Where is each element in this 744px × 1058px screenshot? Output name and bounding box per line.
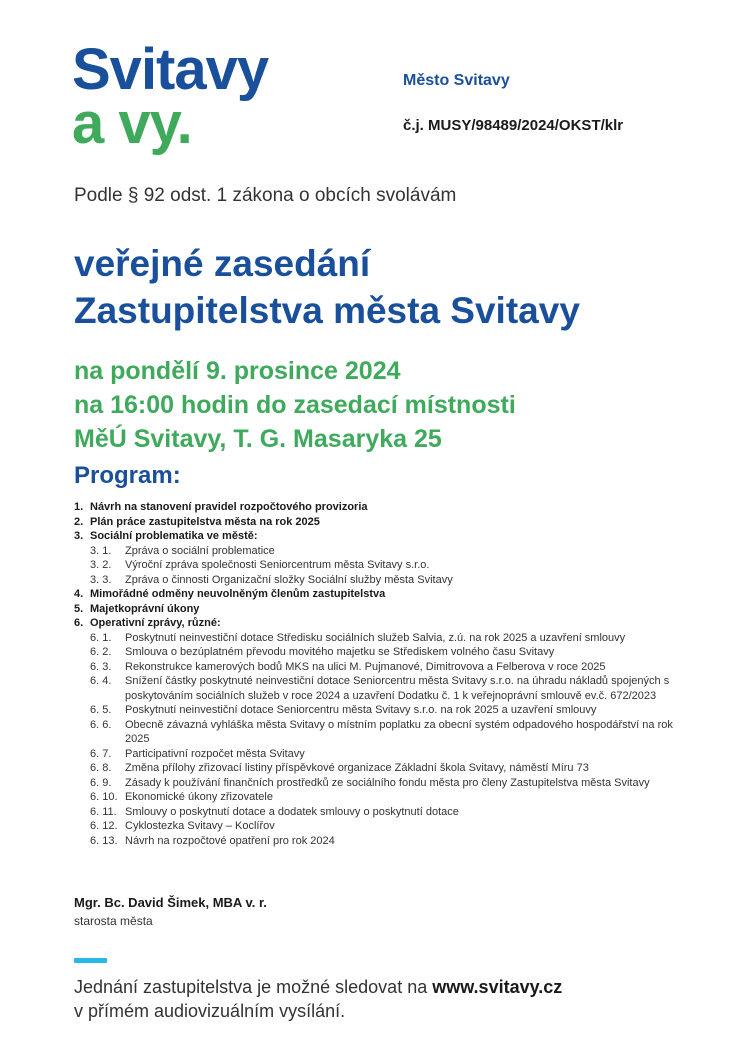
program-subitem: 6. 3. Rekonstrukce kamerových bodů MKS na ulici M. Pujmanové, Dimitrovova a Felberova v roce 2025: [90, 660, 606, 673]
program-subitem: 6. 12. Cyklostezka Svitavy – Koclířov: [90, 820, 275, 832]
program-subitem: 6. 6. Obecně závazná vyhláška města Svitavy o místním poplatku za obecní systém odpadového hospodářství na rok 2025: [90, 718, 673, 745]
program-subitem: 6. 4. Snížení částky poskytnuté neinvestiční dotace Seniorcentru města Svitavy s.r.o. na úhradu nákladů spojených s poskytováním sociálních služeb v roce 2024 a uzavření Dodatku č. 1 k veřejnoprávní smlouvě ev.č. 672/2023: [90, 675, 670, 702]
program-item-5: 5. Majetkoprávní úkony: [74, 602, 200, 615]
title-line-1: veřejné zasedání: [74, 243, 371, 284]
program-subitem: 6. 11. Smlouvy o poskytnutí dotace a dodatek smlouvy o poskytnutí dotace: [90, 805, 459, 818]
program-heading: Program:: [74, 462, 181, 489]
program-list: [74, 500, 694, 848]
title-line-2: Zastupitelstva města Svitavy: [74, 290, 580, 331]
accent-bar: [74, 958, 107, 963]
program-subitem: 6. 2. Smlouva o bezúplatném převodu movitého majetku se Střediskem volného času Svitavy: [90, 646, 555, 658]
program-subitem: 6. 9. Zásady k používání finančních prostředků ze sociálního fondu města pro členy Zastupitelstva města Svitavy: [90, 776, 650, 789]
footer-note: [74, 975, 694, 1023]
program-subitem: 6. 5. Poskytnutí neinvestiční dotace Seniorcentru města Svitavy s.r.o. na rok 2025 a uzavření smlouvy: [90, 704, 597, 716]
program-subitem: 3. 3. Zpráva o činnosti Organizační složky Sociální služby města Svitavy: [90, 573, 453, 586]
program-subitem: 6. 8. Změna přílohy zřizovací listiny příspěvkové organizace Základní škola Svitavy, náměstí Míru 73: [90, 762, 589, 774]
footer-link[interactable]: www.svitavy.cz: [432, 977, 563, 997]
program-item-2: 2. Plán práce zastupitelstva města na rok 2025: [74, 515, 320, 528]
program-item-1: 1. Návrh na stanovení pravidel rozpočtového provizoria: [74, 501, 368, 513]
program-subitem: 6. 10. Ekonomické úkony zřizovatele: [90, 791, 273, 803]
reference-number: č.j. MUSY/98489/2024/OKST/klr: [403, 117, 624, 134]
signature-role: starosta města: [74, 914, 153, 928]
program-subitem: 3. 2. Výroční zpráva společnosti Seniorcentrum města Svitavy s.r.o.: [90, 559, 430, 571]
when-line-1: na pondělí 9. prosince 2024: [74, 357, 401, 385]
program-item-3: 3. Sociální problematika ve městě:: [74, 530, 258, 542]
signature-name: Mgr. Bc. David Šimek, MBA v. r.: [74, 895, 267, 910]
meeting-when: [74, 354, 516, 456]
program-subitem: 6. 1. Poskytnutí neinvestiční dotace Středisku sociálních služeb Salvia, z.ú. na rok 2025 a uzavření smlouvy: [90, 631, 626, 644]
program-subitem: 6. 13. Návrh na rozpočtové opatření pro rok 2024: [90, 834, 335, 847]
when-line-2: na 16:00 hodin do zasedací místnosti: [74, 391, 516, 419]
program-subitem: 6. 7. Participativní rozpočet města Svitavy: [90, 747, 305, 760]
when-line-3: MěÚ Svitavy, T. G. Masaryka 25: [74, 425, 442, 453]
program-item-4: 4. Mimořádné odměny neuvolněným členům zastupitelstva: [74, 588, 386, 600]
logo-line-2: a vy.: [72, 91, 192, 156]
city-name: Město Svitavy: [403, 72, 510, 89]
footer-text-2: v přímém audiovizuálním vysílání.: [74, 1001, 346, 1021]
logo-line-1: Svitavy: [72, 37, 269, 102]
program-item-6: 6. Operativní zprávy, různé:: [74, 617, 221, 629]
intro-text: Podle § 92 odst. 1 zákona o obcích svolávám: [74, 185, 457, 206]
program-subitem: 3. 1. Zpráva o sociální problematice: [90, 544, 275, 557]
footer-text-1: Jednání zastupitelstva je možné sledovat na: [74, 977, 433, 997]
meeting-title: [74, 240, 580, 334]
